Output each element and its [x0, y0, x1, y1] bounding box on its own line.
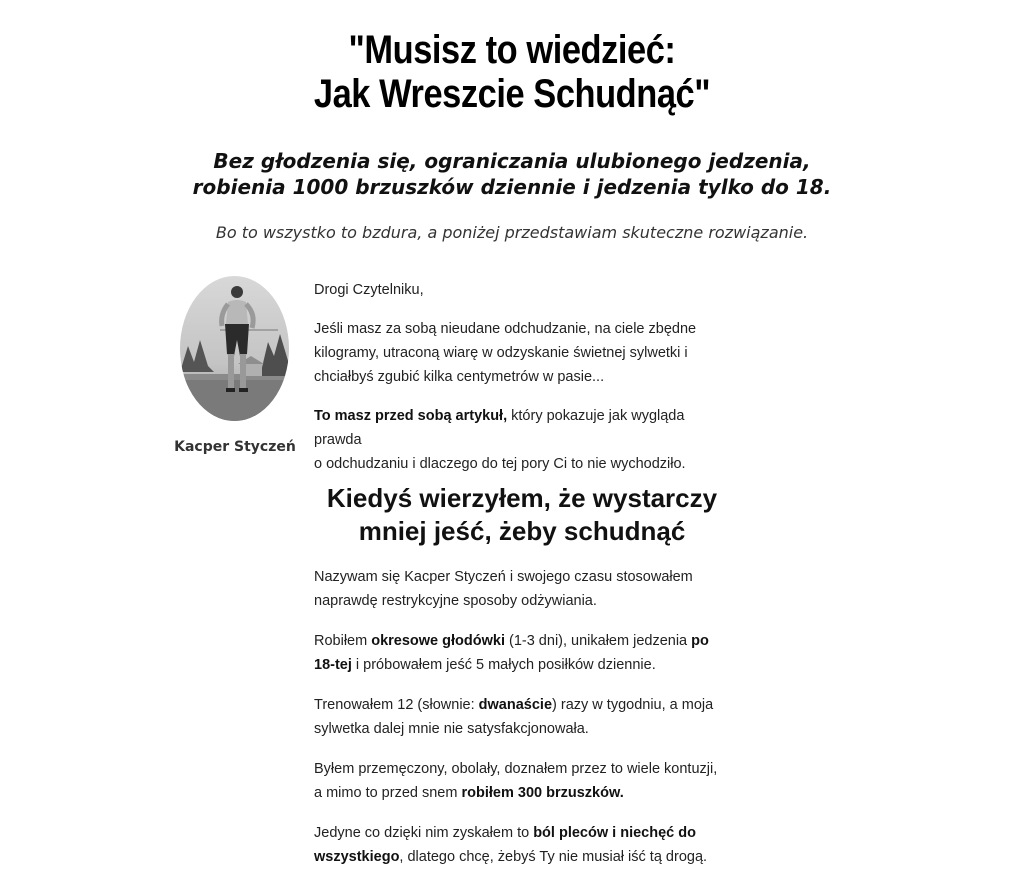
intro-p2-line-2: o odchudzaniu i dlaczego do tej pory Ci to nie wychodziło. — [314, 456, 686, 472]
headline — [72, 28, 953, 116]
story-paragraph-2 — [314, 629, 734, 677]
story-p4-text-2: a mimo to przed snem — [314, 785, 462, 801]
section-heading-line-1: Kiedyś wierzyłem, że wystarczy — [326, 483, 718, 513]
story-p3-bold-1: dwanaście — [478, 697, 553, 713]
greeting: Drogi Czytelniku, — [314, 282, 424, 298]
intro-p1-line-1: Jeśli masz za sobą nieudane odchudzanie, na ciele zbędne — [314, 321, 697, 337]
story-p5-bold-1b: wszystkiego — [314, 849, 400, 865]
story-p2-text-2: (1-3 dni), unikałem jedzenia — [504, 633, 692, 649]
story-p2-bold-1: okresowe głodówki — [371, 633, 505, 649]
author-name: Kacper Styczeń — [174, 439, 296, 455]
story-p1-line-1: Nazywam się Kacper Styczeń i swojego czasu stosowałem — [314, 569, 693, 585]
story-p2-text-1: Robiłem — [314, 633, 372, 649]
intro-paragraph-1 — [314, 317, 734, 389]
subheadline-line-1: Bez głodzenia się, ograniczania ulubionego jedzenia, — [213, 149, 811, 173]
story-p2-text-3: i próbowałem jeść 5 małych posiłków dziennie. — [351, 657, 656, 673]
story-p2-bold-2b: 18-tej — [314, 657, 352, 673]
story-p3-text-2: ) razy w tygodniu, a moja — [552, 697, 714, 713]
story-paragraph-5 — [314, 821, 734, 869]
story-paragraph-1 — [314, 565, 734, 613]
headline-line-2: Jak Wreszcie Schudnąć" — [313, 72, 711, 116]
story-p5-text-1: Jedyne co dzięki nim zyskałem to — [314, 825, 534, 841]
subheadline-line-2: robienia 1000 brzuszków dziennie i jedzenia tylko do 18. — [192, 175, 832, 199]
story-paragraph-4 — [314, 757, 734, 805]
tagline: Bo to wszystko to bzdura, a poniżej przedstawiam skuteczne rozwiązanie. — [215, 223, 809, 242]
story-column — [314, 565, 734, 869]
story-p3-line-2: sylwetka dalej mnie nie satysfakcjonowała. — [314, 721, 589, 737]
headline-line-1: "Musisz to wiedzieć: — [348, 28, 676, 72]
intro-paragraph-2 — [314, 404, 734, 476]
story-p3-text-1: Trenowałem 12 (słownie: — [314, 697, 479, 713]
intro-p2-rest: który pokazuje jak wygląda prawda — [314, 408, 685, 448]
author-photo-image — [180, 276, 289, 421]
section-heading — [300, 482, 744, 548]
author-photo — [180, 276, 289, 421]
story-paragraph-3 — [314, 693, 734, 741]
intro-p2-bold: To masz przed sobą artykuł, — [314, 408, 508, 424]
story-p5-text-2: , dlatego chcę, żebyś Ty nie musiał iść tą drogą. — [399, 849, 708, 865]
intro-p1-line-2: kilogramy, utraconą wiarę w odzyskanie świetnej sylwetki i — [314, 345, 688, 361]
story-p1-line-2: naprawdę restrykcyjne sposoby odżywiania. — [314, 593, 597, 609]
story-p4-bold-1: robiłem 300 brzuszków. — [461, 785, 624, 801]
story-p4-line-1: Byłem przemęczony, obolały, doznałem przez to wiele kontuzji, — [314, 761, 718, 777]
intro-column — [314, 278, 734, 476]
section-heading-line-2: mniej jeść, żeby schudnąć — [358, 516, 686, 546]
subheadline — [0, 148, 1024, 200]
story-p2-bold-2a: po — [691, 633, 709, 649]
intro-p1-line-3: chciałbyś zgubić kilka centymetrów w pasie... — [314, 369, 605, 385]
story-p5-bold-1a: ból pleców i niechęć do — [533, 825, 696, 841]
